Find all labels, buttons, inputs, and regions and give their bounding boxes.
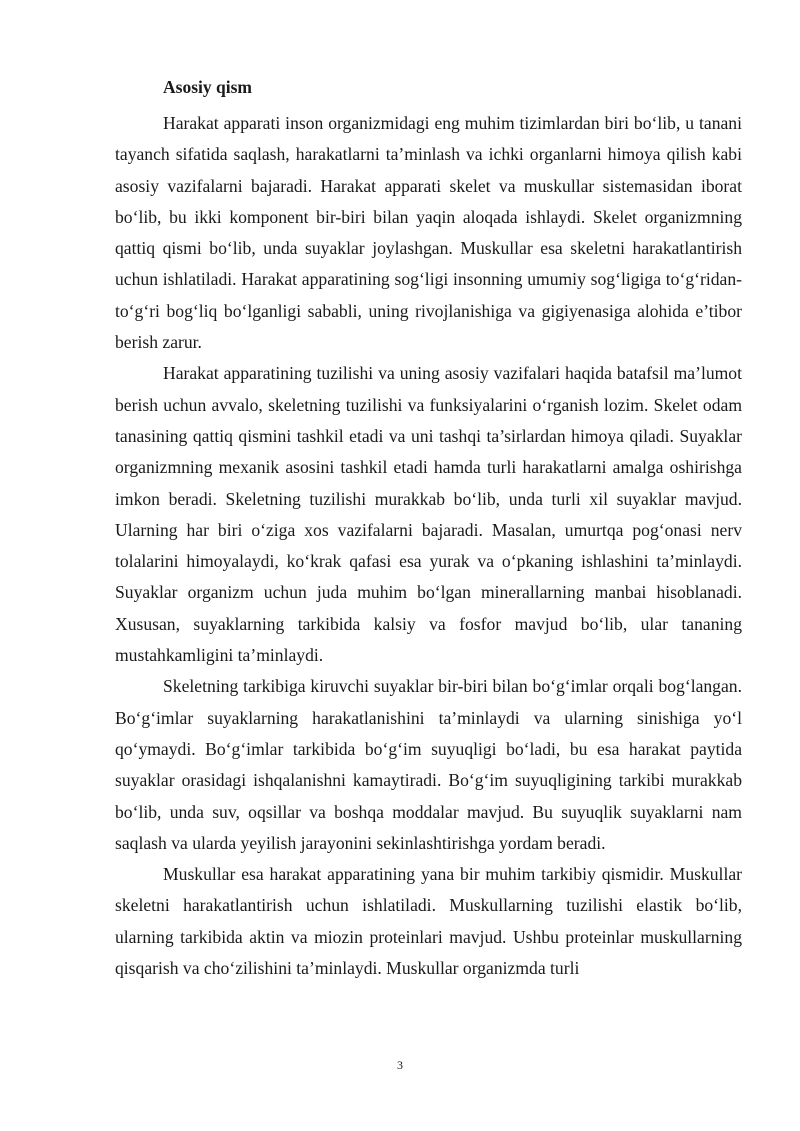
paragraph-1: Harakat apparati inson organizmidagi eng muhim tizimlardan biri bo‘lib, u tanani tayanch sifatida saqlash, harakatlarni ta’minlash va ichki organlarni himoya qilish kabi asosiy vazifalarni bajaradi. Harakat apparati skelet va muskullar sistemasidan iborat bo‘lib, bu ikki komponent bir-biri bilan yaqin aloqada ishlaydi. Skelet organizmning qattiq qismi bo‘lib, unda suyaklar joylashgan. Muskullar esa skeletni harakatlantirish uchun ishlatiladi. Harakat apparatining sog‘ligi insonning umumiy sog‘ligiga to‘g‘ridan-to‘g‘ri bog‘liq bo‘lganligi sababli, uning rivojlanishiga va gigiyenasiga alohida e’tibor berish zarur. [115, 113, 742, 353]
paragraph-3: Skeletning tarkibiga kiruvchi suyaklar bir-biri bilan bo‘g‘imlar orqali bog‘langan. Bo‘g‘imlar suyaklarning harakatlanishini ta’minlaydi va ularning sinishiga yo‘l qo‘ymaydi. Bo‘g‘imlar tarkibida bo‘g‘im suyuqligi bo‘ladi, bu esa harakat paytida suyaklar orasidagi ishqalanishni kamaytiradi. Bo‘g‘im suyuqligining tarkibi murakkab bo‘lib, unda suv, oqsillar va boshqa moddalar mavjud. Bu suyuqlik suyaklarni nam saqlash va ularda yeyilish jarayonini sekinlashtirishga yordam beradi. [115, 676, 742, 853]
section-heading: Asosiy qism [163, 77, 252, 97]
paragraph-2: Harakat apparatining tuzilishi va uning asosiy vazifalari haqida batafsil ma’lumot berish uchun avvalo, skeletning tuzilishi va funksiyalarini o‘rganish lozim. Skelet odam tanasining qattiq qismini tashkil etadi va uni tashqi ta’sirlardan himoya qiladi. Suyaklar organizmning mexanik asosini tashkil etadi hamda turli harakatlarni amalga oshirishga imkon beradi. Skeletning tuzilishi murakkab bo‘lib, unda turli xil suyaklar mavjud. Ularning har biri o‘ziga xos vazifalarni bajaradi. Masalan, umurtqa pog‘onasi nerv tolalarini himoyalaydi, ko‘krak qafasi esa yurak va o‘pkaning ishlashini ta’minlaydi. Suyaklar organizm uchun juda muhim bo‘lgan minerallarning manbai hisoblanadi. Xususan, suyaklarning tarkibida kalsiy va fosfor mavjud bo‘lib, ular tananing mustahkamligini ta’minlaydi. [115, 363, 742, 666]
page-number: 3 [397, 1058, 403, 1072]
paragraph-4: Muskullar esa harakat apparatining yana bir muhim tarkibiy qismidir. Muskullar skeletni harakatlantirish uchun ishlatiladi. Muskullarning tuzilishi elastik bo‘lib, ularning tarkibida aktin va miozin proteinlari mavjud. Ushbu proteinlar muskullarning qisqarish va cho‘zilishini ta’minlaydi. Muskullar organizmda turli [115, 864, 742, 979]
body-text [115, 108, 742, 984]
